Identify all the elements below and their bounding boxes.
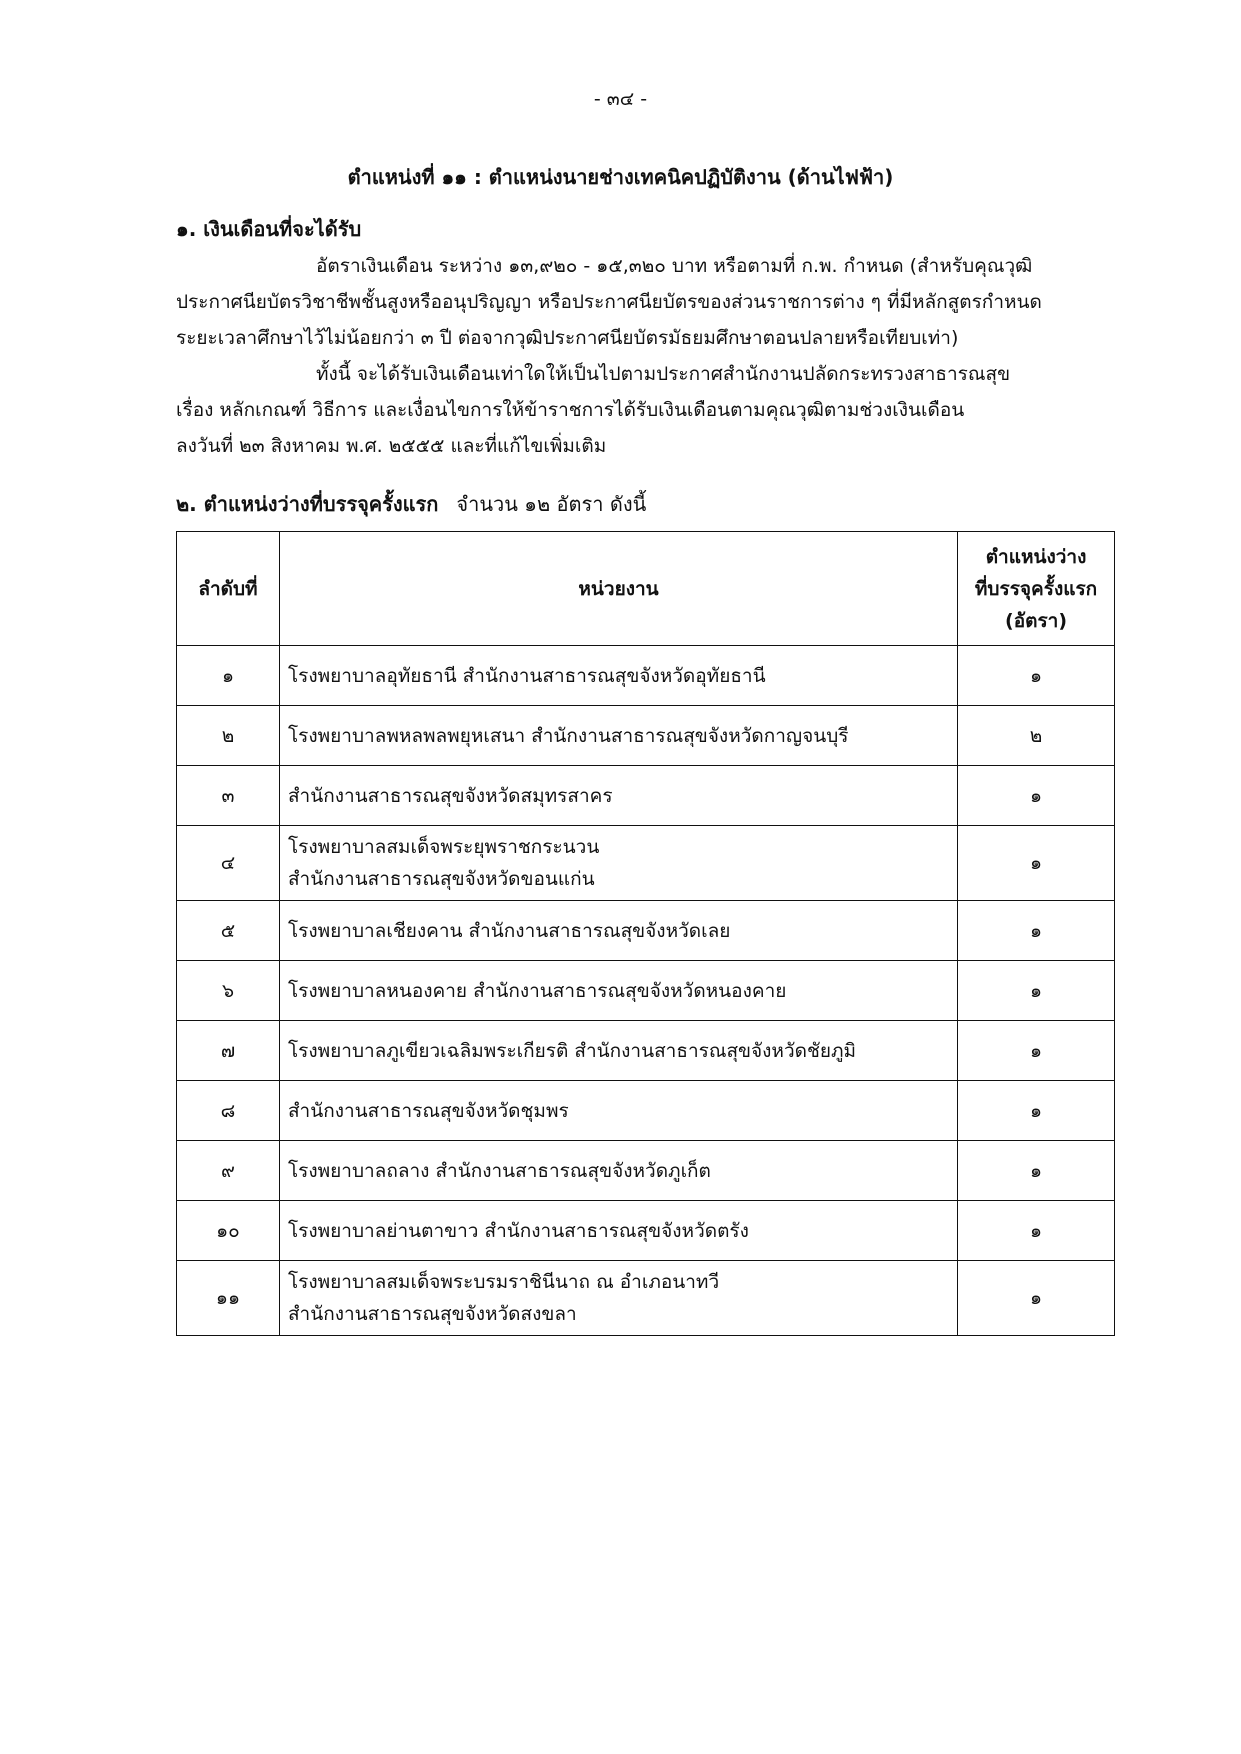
header-order: ลำดับที่	[177, 532, 280, 646]
row-unit-line1: โรงพยาบาลเชียงคาน สำนักงานสาธารณสุขจังหวัดเลย	[287, 919, 731, 942]
row-unit	[279, 1201, 957, 1261]
table-row	[177, 1201, 1115, 1261]
header-unit: หน่วยงาน	[279, 532, 957, 646]
row-order: ๘	[177, 1081, 280, 1141]
row-unit-line1: โรงพยาบาลอุทัยธานี สำนักงานสาธารณสุขจังหวัดอุทัยธานี	[287, 664, 766, 687]
header-rate-line2: ที่บรรจุครั้งแรก	[974, 577, 1098, 600]
position-title: ตำแหน่งที่ ๑๑ : ตำแหน่งนายช่างเทคนิคปฏิบัติงาน (ด้านไฟฟ้า)	[347, 165, 894, 189]
table-row	[177, 1021, 1115, 1081]
row-order: ๕	[177, 901, 280, 961]
row-order: ๒	[177, 706, 280, 766]
table-row	[177, 766, 1115, 826]
row-unit	[279, 766, 957, 826]
table-row	[177, 646, 1115, 706]
section1-para1-line3: ระยะเวลาศึกษาไว้ไม่น้อยกว่า ๓ ปี ต่อจากวุฒิประกาศนียบัตรมัธยมศึกษาตอนปลายหรือเทียบเท่า)	[176, 327, 959, 349]
row-unit	[279, 1261, 957, 1336]
row-unit	[279, 706, 957, 766]
row-unit-line1: โรงพยาบาลภูเขียวเฉลิมพระเกียรติ สำนักงานสาธารณสุขจังหวัดชัยภูมิ	[287, 1039, 857, 1062]
page-number: - ๓๔ -	[593, 88, 648, 110]
row-order: ๖	[177, 961, 280, 1021]
row-unit	[279, 901, 957, 961]
table-header-row	[177, 532, 1115, 646]
section1-heading: ๑. เงินเดือนที่จะได้รับ	[176, 217, 362, 241]
row-rate: ๑	[958, 901, 1115, 961]
row-unit	[279, 1141, 957, 1201]
row-unit	[279, 961, 957, 1021]
row-order: ๓	[177, 766, 280, 826]
row-rate: ๒	[958, 706, 1115, 766]
row-unit-line1: โรงพยาบาลสมเด็จพระบรมราชินีนาถ ณ อำเภอนาทวี	[287, 1271, 720, 1293]
row-order: ๙	[177, 1141, 280, 1201]
row-order: ๗	[177, 1021, 280, 1081]
row-unit	[279, 1081, 957, 1141]
row-unit-line1: สำนักงานสาธารณสุขจังหวัดชุมพร	[287, 1099, 569, 1122]
row-rate: ๑	[958, 826, 1115, 901]
section2-heading	[176, 488, 646, 520]
row-unit-line2: สำนักงานสาธารณสุขจังหวัดสงขลา	[287, 1303, 577, 1325]
table-row	[177, 901, 1115, 961]
row-rate: ๑	[958, 1081, 1115, 1141]
row-rate: ๑	[958, 1021, 1115, 1081]
vacancy-table	[176, 531, 1115, 1336]
row-order: ๑	[177, 646, 280, 706]
row-rate: ๑	[958, 766, 1115, 826]
row-order: ๑๐	[177, 1201, 280, 1261]
row-unit	[279, 826, 957, 901]
row-rate: ๑	[958, 646, 1115, 706]
row-unit	[279, 646, 957, 706]
section1-para2-line3: ลงวันที่ ๒๓ สิงหาคม พ.ศ. ๒๕๕๕ และที่แก้ไขเพิ่มเติม	[176, 435, 607, 457]
row-rate: ๑	[958, 1261, 1115, 1336]
row-unit-line2: สำนักงานสาธารณสุขจังหวัดขอนแก่น	[287, 868, 595, 890]
row-unit-line1: โรงพยาบาลหนองคาย สำนักงานสาธารณสุขจังหวัดหนองคาย	[287, 979, 787, 1002]
header-rate-line1: ตำแหน่งว่าง	[985, 545, 1087, 568]
row-unit-line1: โรงพยาบาลถลาง สำนักงานสาธารณสุขจังหวัดภูเก็ต	[287, 1159, 711, 1182]
row-unit-line1: โรงพยาบาลย่านตาขาว สำนักงานสาธารณสุขจังหวัดตรัง	[287, 1219, 749, 1242]
section2-count-text: จำนวน ๑๒ อัตรา ดังนี้	[456, 492, 647, 516]
table-row	[177, 1141, 1115, 1201]
row-unit	[279, 1021, 957, 1081]
table-row	[177, 826, 1115, 901]
header-rate	[958, 532, 1115, 646]
row-unit-line1: สำนักงานสาธารณสุขจังหวัดสมุทรสาคร	[287, 784, 613, 807]
row-order: ๔	[177, 826, 280, 901]
row-rate: ๑	[958, 1141, 1115, 1201]
row-unit-line1: โรงพยาบาลสมเด็จพระยุพราชกระนวน	[287, 836, 600, 858]
table-row	[177, 1081, 1115, 1141]
section2-heading-text: ๒. ตำแหน่งว่างที่บรรจุครั้งแรก	[176, 492, 439, 516]
table-row	[177, 706, 1115, 766]
section1-para2-line2: เรื่อง หลักเกณฑ์ วิธีการ และเงื่อนไขการให้ข้าราชการได้รับเงินเดือนตามคุณวุฒิตามช่วงเงินเดือน	[176, 399, 965, 421]
section1-para1-line1: อัตราเงินเดือน ระหว่าง ๑๓,๙๒๐ - ๑๕,๓๒๐ บาท หรือตามที่ ก.พ. กำหนด (สำหรับคุณวุฒิ	[316, 255, 1033, 277]
table-row	[177, 1261, 1115, 1336]
section1-para2-line1: ทั้งนี้ จะได้รับเงินเดือนเท่าใดให้เป็นไปตามประกาศสำนักงานปลัดกระทรวงสาธารณสุข	[316, 363, 1011, 385]
table-row	[177, 961, 1115, 1021]
row-rate: ๑	[958, 1201, 1115, 1261]
row-unit-line1: โรงพยาบาลพหลพลพยุหเสนา สำนักงานสาธารณสุขจังหวัดกาญจนบุรี	[287, 724, 849, 747]
row-rate: ๑	[958, 961, 1115, 1021]
row-order: ๑๑	[177, 1261, 280, 1336]
section1-para1-line2: ประกาศนียบัตรวิชาชีพชั้นสูงหรืออนุปริญญา หรือประกาศนียบัตรของส่วนราชการต่าง ๆ ที่มีหลักสูตรกำหนด	[176, 291, 1042, 313]
header-rate-line3: (อัตรา)	[1005, 609, 1068, 632]
